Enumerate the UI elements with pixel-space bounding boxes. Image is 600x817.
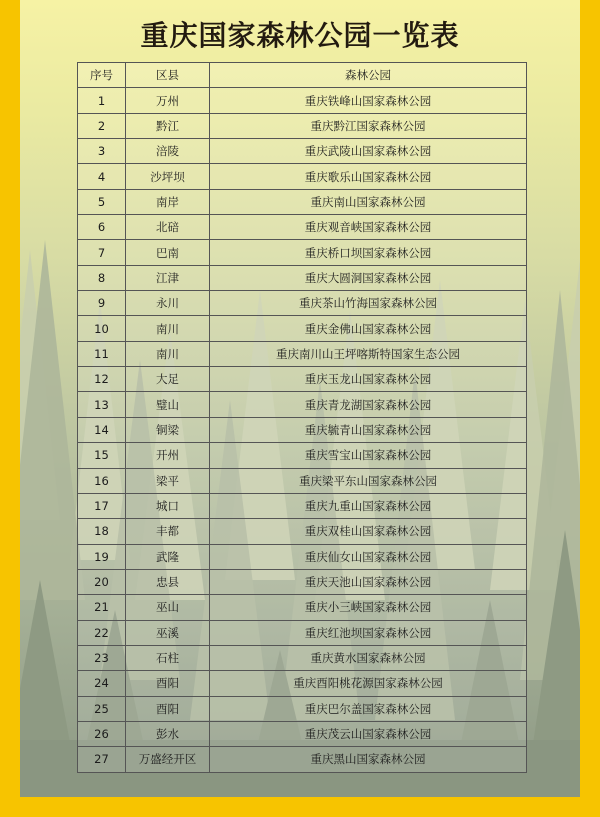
row-district: 酉阳 <box>126 696 210 721</box>
row-index: 5 <box>78 189 126 214</box>
table-row <box>78 164 527 189</box>
row-index: 17 <box>78 493 126 518</box>
row-index: 23 <box>78 645 126 670</box>
header-district: 区县 <box>126 63 210 88</box>
page-title: 重庆国家森林公园一览表 <box>140 19 460 52</box>
row-forest-park: 重庆茂云山国家森林公园 <box>210 721 527 746</box>
row-district: 涪陵 <box>126 139 210 164</box>
row-district: 梁平 <box>126 468 210 493</box>
row-index: 19 <box>78 544 126 569</box>
table-row <box>78 417 527 442</box>
row-forest-park: 重庆黑山国家森林公园 <box>210 747 527 772</box>
row-district: 巫山 <box>126 595 210 620</box>
row-district: 永川 <box>126 291 210 316</box>
table-row <box>78 240 527 265</box>
row-district: 武隆 <box>126 544 210 569</box>
table-row <box>78 392 527 417</box>
row-district: 石柱 <box>126 645 210 670</box>
row-forest-park: 重庆大圆洞国家森林公园 <box>210 265 527 290</box>
row-district: 酉阳 <box>126 671 210 696</box>
row-district: 巴南 <box>126 240 210 265</box>
row-district: 大足 <box>126 367 210 392</box>
row-index: 9 <box>78 291 126 316</box>
table-row <box>78 113 527 138</box>
table-row <box>78 468 527 493</box>
table-row <box>78 569 527 594</box>
header-forest-park: 森林公园 <box>210 63 527 88</box>
row-index: 1 <box>78 88 126 113</box>
row-forest-park: 重庆仙女山国家森林公园 <box>210 544 527 569</box>
table-row <box>78 265 527 290</box>
row-district: 丰都 <box>126 519 210 544</box>
row-index: 26 <box>78 721 126 746</box>
row-forest-park: 重庆青龙湖国家森林公园 <box>210 392 527 417</box>
row-forest-park: 重庆雪宝山国家森林公园 <box>210 443 527 468</box>
table-body <box>78 88 527 772</box>
poster-background <box>20 0 580 797</box>
row-district: 黔江 <box>126 113 210 138</box>
row-index: 10 <box>78 316 126 341</box>
row-forest-park: 重庆梁平东山国家森林公园 <box>210 468 527 493</box>
header-index: 序号 <box>78 63 126 88</box>
row-forest-park: 重庆红池坝国家森林公园 <box>210 620 527 645</box>
table-row <box>78 519 527 544</box>
table-row <box>78 595 527 620</box>
row-forest-park: 重庆酉阳桃花源国家森林公园 <box>210 671 527 696</box>
row-forest-park: 重庆天池山国家森林公园 <box>210 569 527 594</box>
table-row <box>78 671 527 696</box>
row-forest-park: 重庆九重山国家森林公园 <box>210 493 527 518</box>
row-index: 6 <box>78 215 126 240</box>
row-district: 万盛经开区 <box>126 747 210 772</box>
row-index: 3 <box>78 139 126 164</box>
row-district: 忠县 <box>126 569 210 594</box>
row-forest-park: 重庆茶山竹海国家森林公园 <box>210 291 527 316</box>
table-row <box>78 443 527 468</box>
table-row <box>78 721 527 746</box>
row-index: 16 <box>78 468 126 493</box>
row-index: 4 <box>78 164 126 189</box>
row-forest-park: 重庆南山国家森林公园 <box>210 189 527 214</box>
row-forest-park: 重庆武陵山国家森林公园 <box>210 139 527 164</box>
row-district: 璧山 <box>126 392 210 417</box>
row-district: 彭水 <box>126 721 210 746</box>
table-row <box>78 189 527 214</box>
row-forest-park: 重庆歌乐山国家森林公园 <box>210 164 527 189</box>
table-row <box>78 88 527 113</box>
row-forest-park: 重庆铁峰山国家森林公园 <box>210 88 527 113</box>
row-forest-park: 重庆玉龙山国家森林公园 <box>210 367 527 392</box>
row-district: 城口 <box>126 493 210 518</box>
table-row <box>78 139 527 164</box>
row-district: 铜梁 <box>126 417 210 442</box>
table-row <box>78 493 527 518</box>
row-index: 15 <box>78 443 126 468</box>
row-forest-park: 重庆金佛山国家森林公园 <box>210 316 527 341</box>
row-index: 22 <box>78 620 126 645</box>
table-row <box>78 645 527 670</box>
row-forest-park: 重庆南川山王坪喀斯特国家生态公园 <box>210 341 527 366</box>
row-district: 南川 <box>126 341 210 366</box>
row-forest-park: 重庆黔江国家森林公园 <box>210 113 527 138</box>
row-district: 巫溪 <box>126 620 210 645</box>
row-district: 沙坪坝 <box>126 164 210 189</box>
table-row <box>78 544 527 569</box>
row-index: 12 <box>78 367 126 392</box>
row-forest-park: 重庆毓青山国家森林公园 <box>210 417 527 442</box>
row-index: 13 <box>78 392 126 417</box>
row-index: 7 <box>78 240 126 265</box>
row-district: 万州 <box>126 88 210 113</box>
row-forest-park: 重庆巴尔盖国家森林公园 <box>210 696 527 721</box>
row-district: 南川 <box>126 316 210 341</box>
table-row <box>78 620 527 645</box>
row-forest-park: 重庆桥口坝国家森林公园 <box>210 240 527 265</box>
row-index: 11 <box>78 341 126 366</box>
table-row <box>78 291 527 316</box>
table-row <box>78 696 527 721</box>
table-row <box>78 215 527 240</box>
row-index: 2 <box>78 113 126 138</box>
row-index: 18 <box>78 519 126 544</box>
row-district: 南岸 <box>126 189 210 214</box>
row-index: 27 <box>78 747 126 772</box>
row-index: 14 <box>78 417 126 442</box>
row-district: 江津 <box>126 265 210 290</box>
row-index: 24 <box>78 671 126 696</box>
table-row <box>78 747 527 772</box>
row-forest-park: 重庆双桂山国家森林公园 <box>210 519 527 544</box>
row-district: 北碚 <box>126 215 210 240</box>
row-district: 开州 <box>126 443 210 468</box>
table-row <box>78 316 527 341</box>
row-index: 21 <box>78 595 126 620</box>
table-row <box>78 341 527 366</box>
row-forest-park: 重庆观音峡国家森林公园 <box>210 215 527 240</box>
table-row <box>78 367 527 392</box>
table-header-row <box>78 63 527 88</box>
row-forest-park: 重庆黄水国家森林公园 <box>210 645 527 670</box>
forest-parks-table <box>77 62 527 773</box>
row-index: 25 <box>78 696 126 721</box>
row-index: 20 <box>78 569 126 594</box>
row-forest-park: 重庆小三峡国家森林公园 <box>210 595 527 620</box>
row-index: 8 <box>78 265 126 290</box>
